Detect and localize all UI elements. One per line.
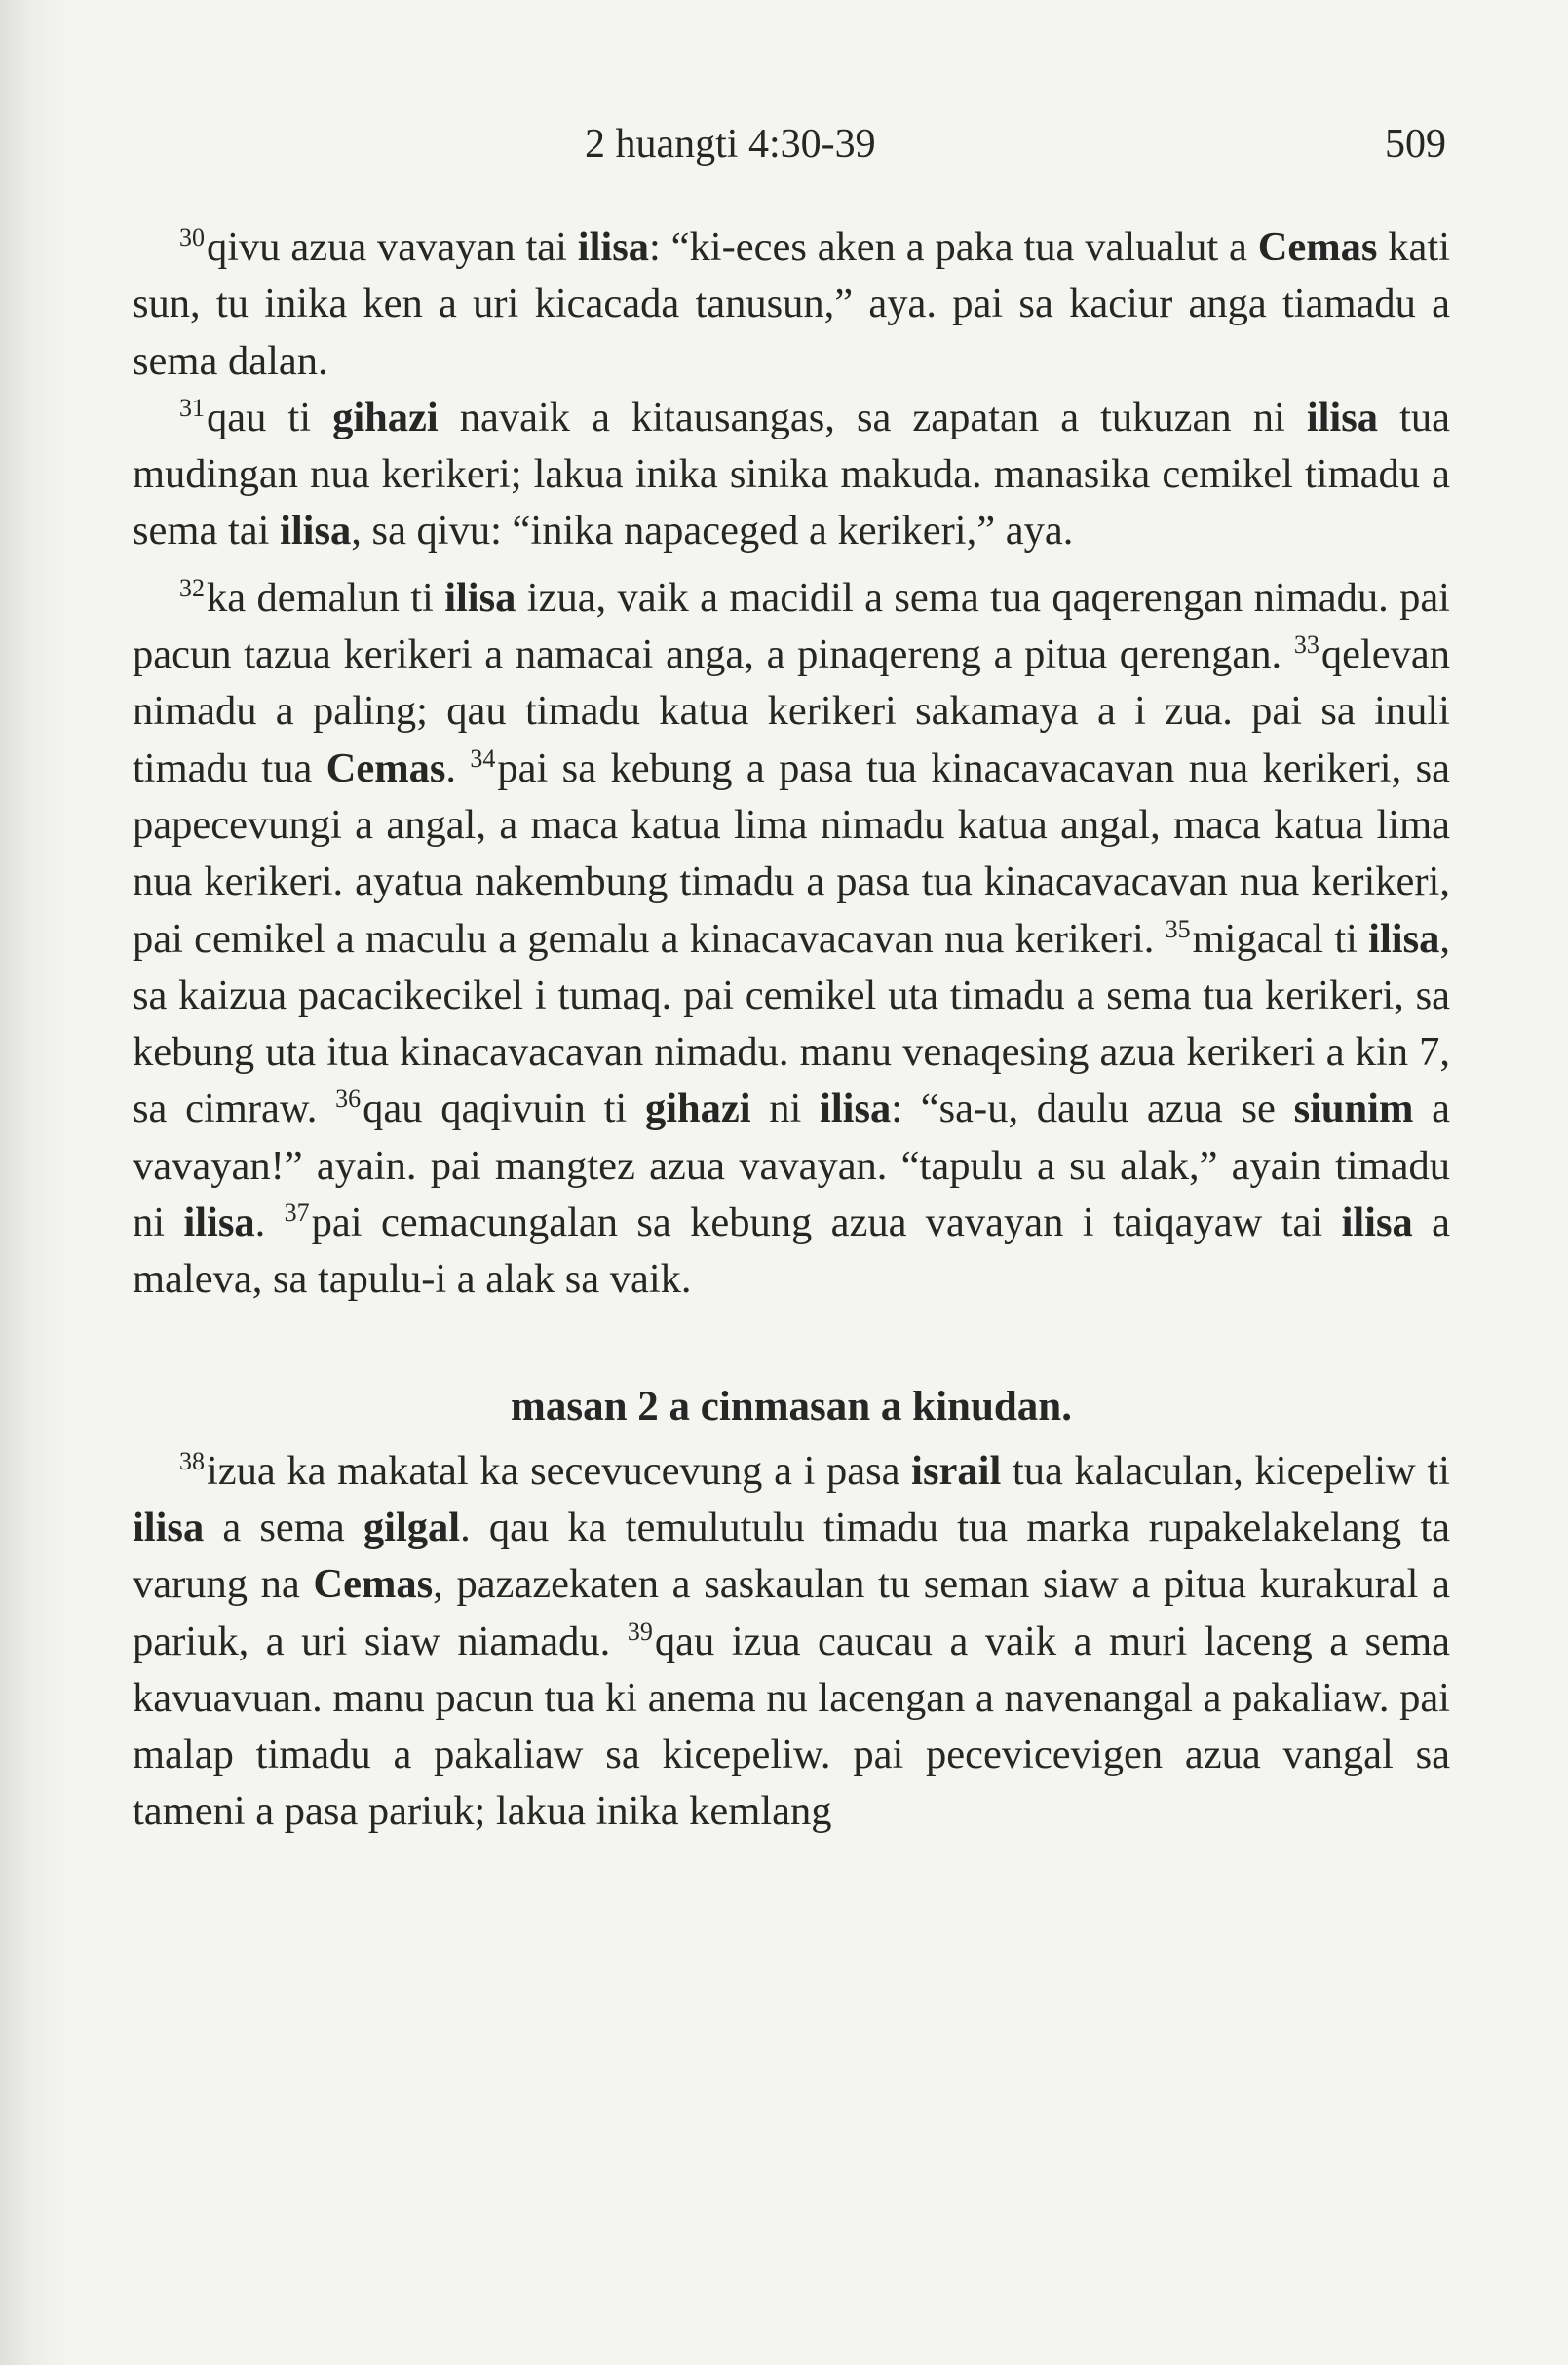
verse-number: 36 <box>335 1085 362 1114</box>
verse-text: izua, vaik a macidil a sema tua qaqerengan nimadu. pai pacun tazua kerikeri a namacai anga, a pinaqereng a pitua qerengan. <box>133 574 1450 678</box>
verse-number: 34 <box>470 744 496 773</box>
proper-name: siunim <box>1293 1086 1414 1132</box>
verse-text: qivu azua vavayan tai <box>207 224 578 270</box>
verse-text: a vavayan!” ayain. pai mangtez azua vavayan. “tapulu a su alak,” ayain timadu ni <box>133 1086 1450 1246</box>
proper-name: Cemas <box>325 744 446 791</box>
running-head: 2 huangti 4:30-39 <box>585 122 876 167</box>
verse-text: navaik a kitausangas, sa zapatan a tukuzan ni <box>438 394 1307 440</box>
verse-text: ni <box>750 1086 821 1132</box>
paragraph-verse-30 <box>133 219 1450 390</box>
verse-number: 39 <box>627 1617 653 1646</box>
paragraph-verse-38 <box>133 1443 1450 1841</box>
verse-text: , pazazekaten a saskaulan tu seman siaw a pitua kurakural a pariuk, a uri siaw niamadu. <box>133 1561 1450 1664</box>
verse-text: pai sa kebung a pasa tua kinacavacavan nua kerikeri, sa papecevungi a angal, a maca katua lima nimadu katua angal, maca katua lima nua kerikeri. ayatua nakembung timadu a pasa tua kinacavacavan nua kerikeri, pai cemikel a maculu a gemalu a kinacavacavan nua kerikeri. <box>133 744 1450 962</box>
verse-text: kati sun, tu inika ken a uri kicacada tanusun,” aya. pai sa kaciur anga tiamadu a sema dalan. <box>133 224 1450 384</box>
page-body <box>133 219 1450 1841</box>
verse-text: . qau ka temulutulu timadu tua marka rupakelakelang ta varung na <box>133 1504 1450 1608</box>
verse-number: 37 <box>284 1199 310 1228</box>
verse-number: 31 <box>179 393 205 422</box>
section-heading: masan 2 a cinmasan a kinudan. <box>511 1383 1072 1430</box>
proper-name: ilisa <box>280 508 352 554</box>
proper-name: ilisa <box>183 1200 255 1246</box>
verse-text: ka demalun ti <box>207 574 445 621</box>
verse-text: qau qaqivuin ti <box>363 1086 645 1132</box>
verse-number: 33 <box>1293 630 1319 660</box>
verse-text: qau ti <box>207 394 333 440</box>
verse-number: 30 <box>179 223 205 251</box>
paragraph-verse-32 <box>133 570 1450 1309</box>
paragraph-verse-31 <box>133 390 1450 560</box>
verse-number: 35 <box>1165 914 1191 943</box>
proper-name: israil <box>911 1447 1002 1494</box>
verse-text: qau izua caucau a vaik a muri laceng a sema kavuavuan. manu pacun tua ki anema nu lacengan a navenangal a pakaliaw. pai malap timadu a pakaliaw sa kicepeliw. pai pecevicevigen azua vangal sa tameni a pasa pariuk; lakua inika kemlang <box>133 1618 1450 1835</box>
proper-name: gilgal <box>363 1504 461 1550</box>
proper-name: ilisa <box>1368 915 1440 962</box>
verse-text: a maleva, sa tapulu-i a alak sa vaik. <box>133 1200 1451 1303</box>
verse-text: . <box>254 1200 285 1246</box>
proper-name: gihazi <box>644 1086 751 1132</box>
verse-text: : “ki-eces aken a paka tua valualut a <box>649 224 1258 270</box>
proper-name: gihazi <box>332 394 439 440</box>
page-header <box>585 115 1446 173</box>
page-number: 509 <box>1385 122 1446 167</box>
verse-text: : “sa-u, daulu azua se <box>891 1086 1294 1132</box>
verse-number: 38 <box>179 1446 205 1475</box>
verse-text: , sa qivu: “inika napaceged a kerikeri,” aya. <box>351 508 1074 554</box>
verse-text: qelevan nimadu a paling; qau timadu katua kerikeri sakamaya a i zua. pai sa inuli timadu tua <box>133 631 1450 791</box>
verse-text: tua mudingan nua kerikeri; lakua inika sinika makuda. manasika cemikel timadu a sema tai <box>133 394 1450 554</box>
verse-text: migacal ti <box>1192 915 1369 962</box>
verse-text: . <box>445 744 471 791</box>
verse-text: , sa kaizua pacacikecikel i tumaq. pai cemikel uta timadu a sema tua kerikeri, sa kebung uta itua kinacavacavan nimadu. manu venaqesing azua kerikeri a kin 7, sa cimraw. <box>133 915 1450 1132</box>
proper-name: ilisa <box>1306 394 1379 440</box>
proper-name: ilisa <box>820 1086 892 1132</box>
verse-text: a sema <box>204 1504 363 1550</box>
verse-text: tua kalaculan, kicepeliw ti <box>1001 1447 1450 1494</box>
verse-text: izua ka makatal ka secevucevung a i pasa <box>207 1447 912 1494</box>
proper-name: Cemas <box>1257 224 1378 270</box>
verse-number: 32 <box>179 573 205 602</box>
verse-text: pai cemacungalan sa kebung azua vavayan i taiqayaw tai <box>311 1200 1342 1246</box>
proper-name: ilisa <box>444 574 516 621</box>
proper-name: ilisa <box>133 1504 205 1550</box>
proper-name: ilisa <box>577 224 650 270</box>
proper-name: Cemas <box>313 1561 434 1608</box>
proper-name: ilisa <box>1341 1200 1413 1246</box>
